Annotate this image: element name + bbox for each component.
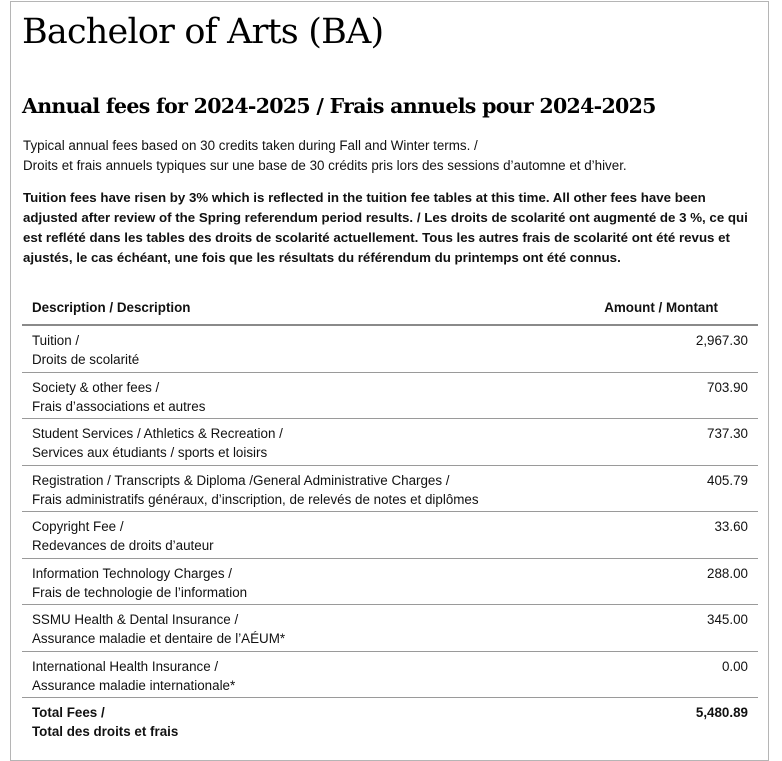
- table-row: [22, 512, 758, 559]
- fee-amount: 405.79: [578, 465, 758, 512]
- table-row: [22, 325, 758, 372]
- fee-description: [22, 558, 578, 605]
- intro-line-en: Typical annual fees based on 30 credits taken during Fall and Winter terms. /: [23, 138, 478, 153]
- table-row: [22, 465, 758, 512]
- fee-label-fr: Redevances de droits d’auteur: [32, 538, 214, 553]
- fee-amount: 703.90: [578, 372, 758, 419]
- table-header-row: [22, 290, 758, 325]
- total-amount: 5,480.89: [695, 705, 748, 720]
- total-description: [22, 698, 578, 744]
- fee-description: [22, 512, 578, 559]
- fee-label-fr: Frais d’associations et autres: [32, 398, 206, 414]
- intro-line-fr: Droits et frais annuels typiques sur une base de 30 crédits pris lors des sessions d’automne et d’hiver.: [23, 157, 627, 173]
- total-label-en: Total Fees /: [32, 705, 105, 720]
- fee-label-fr: Services aux étudiants / sports et loisirs: [32, 445, 268, 460]
- table-row: [22, 605, 758, 652]
- fee-description: [22, 651, 578, 698]
- table-row: [22, 651, 758, 698]
- fee-description: [22, 372, 578, 419]
- tuition-notice: Tuition fees have risen by 3% which is reflected in the tuition fee tables at this time. All other fees have been adjusted after review of the Spring referendum period results. / Les droits de scolarité ont augmenté de 3 %, ce qui est reflété dans les tables des droits de scolarité actuellement. Tous les autres frais de scolarité ont été revus et ajustés, le cas échéant, une fois que les résultats du référendum du printemps ont été connus.: [23, 190, 748, 265]
- fee-amount: 737.30: [578, 419, 758, 466]
- intro-text: [23, 136, 758, 175]
- fee-label-en: Registration / Transcripts & Diploma /General Administrative Charges /: [32, 472, 450, 488]
- fee-description: [22, 605, 578, 652]
- amount-column-header: Amount / Montant: [578, 290, 758, 325]
- fee-amount: 0.00: [578, 651, 758, 698]
- fee-description: [22, 325, 578, 372]
- fee-label-en: International Health Insurance /: [32, 658, 219, 674]
- fee-label-en: Student Services / Athletics & Recreation /: [32, 426, 283, 441]
- fee-amount: 345.00: [578, 605, 758, 652]
- total-row: [22, 698, 758, 744]
- fee-label-en: Society & other fees /: [32, 379, 160, 395]
- fee-label-fr: Frais de technologie de l’information: [32, 584, 248, 600]
- fee-label-en: SSMU Health & Dental Insurance /: [32, 612, 239, 627]
- table-row: [22, 558, 758, 605]
- fee-label-en: Copyright Fee /: [32, 519, 124, 534]
- fee-label-fr: Droits de scolarité: [32, 352, 140, 367]
- total-label-fr: Total des droits et frais: [32, 724, 179, 739]
- description-column-header: Description / Description: [22, 290, 578, 325]
- fee-amount: 2,967.30: [578, 325, 758, 372]
- section-title: Annual fees for 2024-2025 / Frais annuels pour 2024-2025: [22, 94, 656, 118]
- fee-amount: 33.60: [578, 512, 758, 559]
- fee-label-fr: Frais administratifs généraux, d’inscription, de relevés de notes et diplômes: [32, 491, 479, 507]
- table-row: [22, 419, 758, 466]
- fee-label-en: Information Technology Charges /: [32, 565, 232, 581]
- fee-label-en: Tuition /: [32, 333, 80, 348]
- page-title: Bachelor of Arts (BA): [22, 12, 384, 52]
- fee-description: [22, 419, 578, 466]
- fee-label-fr: Assurance maladie internationale*: [32, 677, 236, 693]
- fees-table: [22, 290, 758, 744]
- fee-label-fr: Assurance maladie et dentaire de l’AÉUM*: [32, 631, 286, 646]
- table-row: [22, 372, 758, 419]
- fee-amount: 288.00: [578, 558, 758, 605]
- fee-description: [22, 465, 578, 512]
